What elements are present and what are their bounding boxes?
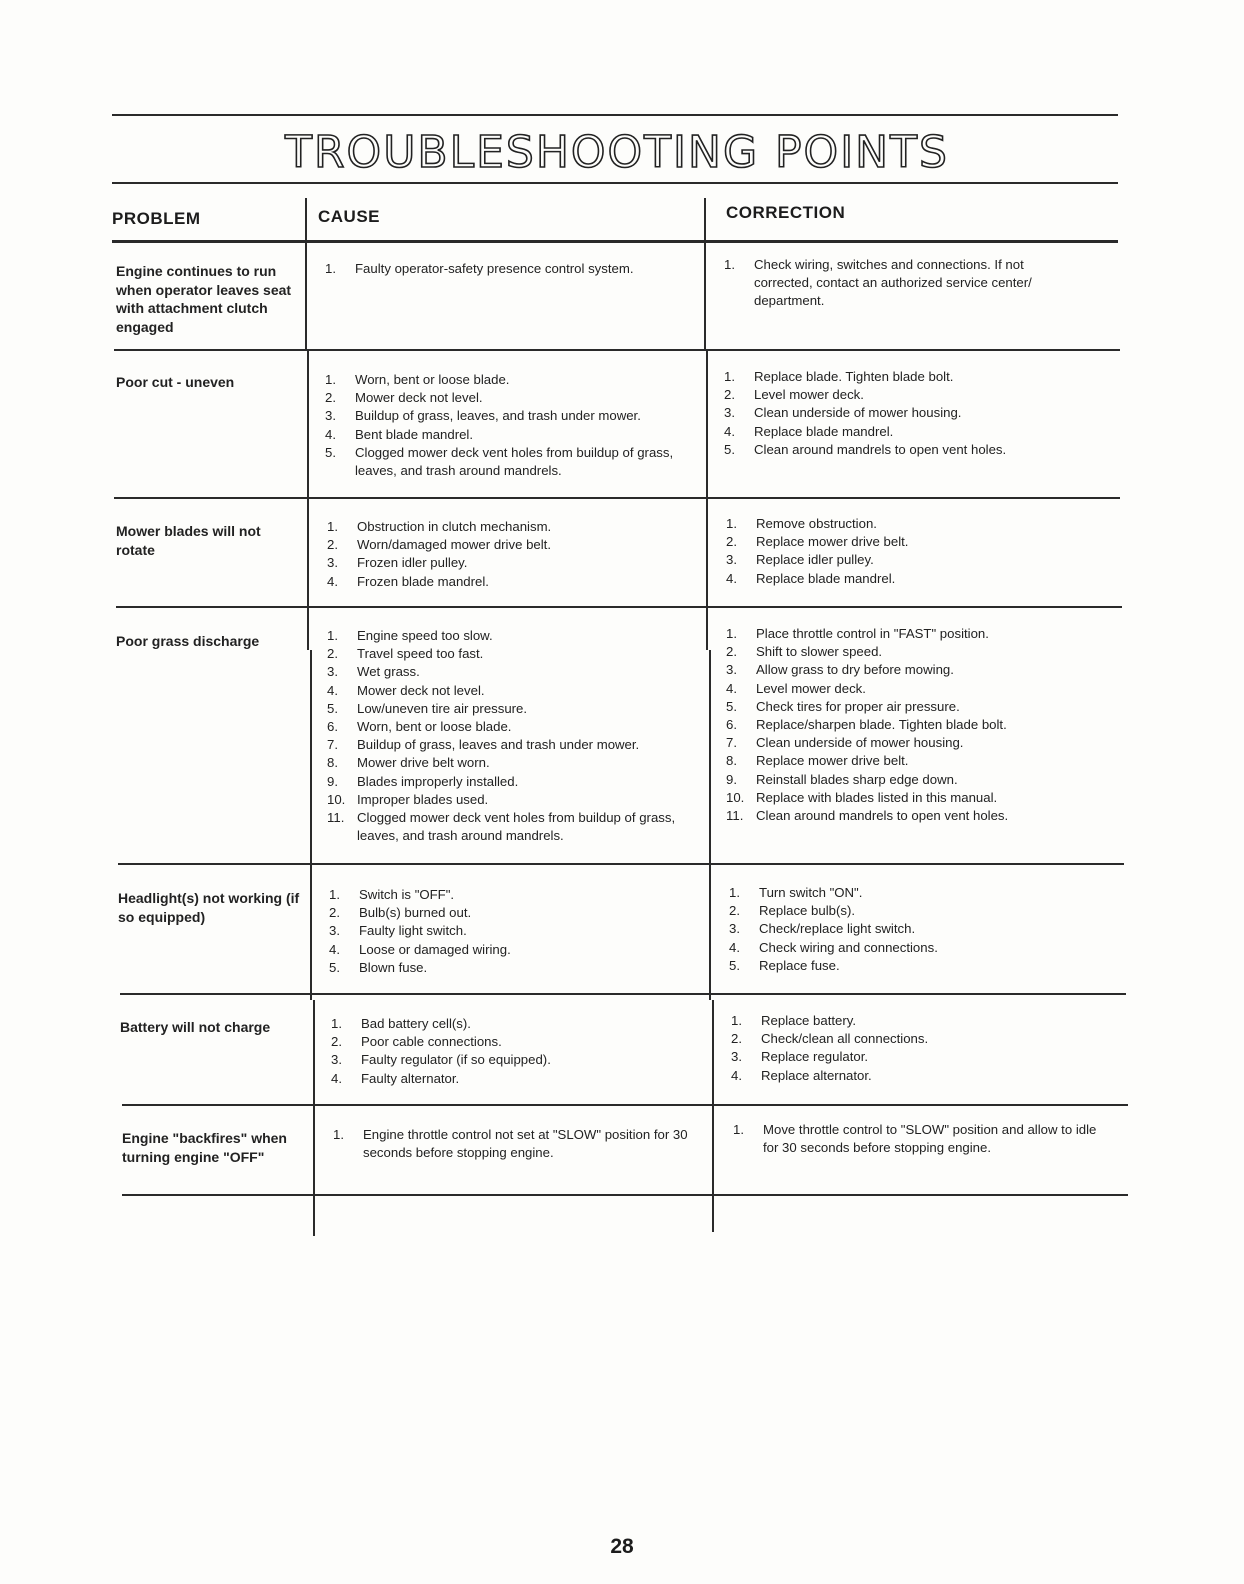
item-number: 6. bbox=[726, 717, 737, 733]
item-number: 2. bbox=[327, 537, 338, 553]
item-number: 1. bbox=[724, 369, 735, 384]
item-text: Switch is "OFF". bbox=[359, 887, 455, 902]
item-number: 1. bbox=[726, 626, 737, 641]
item-text: Faulty light switch. bbox=[359, 923, 467, 939]
item-text: Worn, bent or loose blade. bbox=[357, 719, 512, 735]
list-item bbox=[729, 939, 1099, 957]
correction-list bbox=[726, 515, 1096, 588]
item-text: Replace with blades listed in this manual. bbox=[756, 789, 998, 805]
item-text: Check/replace light switch. bbox=[759, 921, 916, 937]
item-text: Bad battery cell(s). bbox=[361, 1016, 471, 1031]
item-number: 4. bbox=[325, 426, 336, 442]
cause-list bbox=[333, 1126, 703, 1162]
item-number: 9. bbox=[327, 773, 338, 789]
item-number: 5. bbox=[325, 444, 336, 460]
item-text: Check wiring, switches and connections. If not corrected, contact an authorized service center/ department. bbox=[754, 257, 1032, 309]
row-divider bbox=[120, 993, 1126, 995]
item-number: 10. bbox=[327, 791, 346, 807]
item-text: Replace alternator. bbox=[761, 1067, 872, 1083]
list-item bbox=[731, 1067, 1101, 1085]
item-text: Place throttle control in "FAST" position. bbox=[756, 626, 989, 641]
correction-list bbox=[724, 256, 1084, 311]
item-text: Frozen idler pulley. bbox=[357, 555, 468, 571]
list-item bbox=[726, 625, 1106, 643]
list-item bbox=[724, 423, 1094, 441]
cause-header: CAUSE bbox=[318, 207, 381, 226]
correction-header: CORRECTION bbox=[726, 203, 846, 222]
item-number: 7. bbox=[726, 735, 737, 751]
problem-cell: Engine "backfires" when turning engine "OFF" bbox=[122, 1130, 287, 1165]
item-text: Poor cable connections. bbox=[361, 1034, 502, 1050]
correction-list bbox=[726, 625, 1106, 825]
item-number: 3. bbox=[327, 555, 338, 571]
item-number: 1. bbox=[325, 372, 336, 387]
item-number: 4. bbox=[327, 573, 338, 589]
item-number: 2. bbox=[325, 390, 336, 406]
list-item bbox=[325, 371, 695, 389]
item-number: 4. bbox=[726, 680, 737, 696]
item-number: 11. bbox=[726, 808, 744, 824]
list-item bbox=[726, 551, 1096, 569]
list-item bbox=[325, 407, 695, 425]
cause-correction-divider bbox=[712, 1000, 714, 1232]
list-item bbox=[733, 1121, 1113, 1157]
item-number: 5. bbox=[724, 441, 735, 457]
list-item bbox=[333, 1126, 703, 1162]
row-divider bbox=[118, 863, 1124, 865]
item-number: 2. bbox=[329, 905, 340, 921]
item-text: Remove obstruction. bbox=[756, 516, 877, 531]
item-text: Replace/sharpen blade. Tighten blade bolt. bbox=[756, 717, 1007, 733]
row-divider bbox=[114, 349, 1120, 351]
item-number: 3. bbox=[729, 921, 740, 937]
list-item bbox=[331, 1051, 701, 1069]
list-item bbox=[724, 441, 1094, 459]
row-divider bbox=[122, 1104, 1128, 1106]
list-item bbox=[724, 404, 1094, 422]
list-item bbox=[726, 570, 1096, 588]
list-item bbox=[726, 515, 1096, 533]
problem-header: PROBLEM bbox=[112, 209, 201, 228]
item-text: Buildup of grass, leaves, and trash under mower. bbox=[355, 408, 641, 424]
list-item bbox=[325, 444, 695, 480]
item-number: 2. bbox=[331, 1034, 342, 1050]
item-text: Shift to slower speed. bbox=[756, 644, 883, 660]
item-text: Faulty regulator (if so equipped). bbox=[361, 1052, 551, 1068]
item-text: Check tires for proper air pressure. bbox=[756, 698, 960, 714]
list-item bbox=[729, 884, 1099, 902]
list-item bbox=[731, 1012, 1101, 1030]
item-text: Buildup of grass, leaves and trash under mower. bbox=[357, 737, 640, 753]
cause-list bbox=[325, 371, 695, 480]
item-number: 2. bbox=[724, 387, 735, 403]
cause-list bbox=[329, 886, 699, 977]
list-item bbox=[325, 260, 700, 278]
list-item bbox=[327, 700, 702, 718]
item-text: Faulty alternator. bbox=[361, 1070, 460, 1086]
item-number: 3. bbox=[724, 405, 735, 421]
item-text: Clean around mandrels to open vent holes. bbox=[756, 808, 1009, 824]
list-item bbox=[726, 734, 1106, 752]
item-number: 1. bbox=[733, 1122, 744, 1137]
item-text: Faulty operator-safety presence control system. bbox=[355, 261, 634, 276]
item-text: Clean underside of mower housing. bbox=[754, 405, 962, 421]
item-number: 1. bbox=[726, 516, 737, 531]
item-text: Low/uneven tire air pressure. bbox=[357, 700, 528, 716]
list-item bbox=[729, 902, 1099, 920]
correction-list bbox=[731, 1012, 1101, 1085]
correction-list bbox=[729, 884, 1099, 975]
item-text: Blown fuse. bbox=[359, 959, 428, 975]
list-item bbox=[327, 554, 697, 572]
item-text: Improper blades used. bbox=[357, 791, 489, 807]
item-text: Bulb(s) burned out. bbox=[359, 905, 472, 921]
item-number: 3. bbox=[731, 1049, 742, 1065]
item-number: 3. bbox=[726, 552, 737, 568]
item-number: 7. bbox=[327, 737, 338, 753]
cause-correction-divider bbox=[706, 350, 708, 650]
list-item bbox=[329, 959, 699, 977]
list-item bbox=[327, 791, 702, 809]
list-item bbox=[329, 922, 699, 940]
item-number: 6. bbox=[327, 719, 338, 735]
item-text: Frozen blade mandrel. bbox=[357, 573, 489, 589]
list-item bbox=[726, 533, 1096, 551]
list-item bbox=[726, 771, 1106, 789]
item-text: Move throttle control to "SLOW" position and allow to idle for 30 seconds before stopping engine. bbox=[763, 1122, 1097, 1156]
problem-cell: Headlight(s) not working (if so equipped) bbox=[118, 890, 300, 925]
list-item bbox=[331, 1033, 701, 1051]
item-text: Clean around mandrels to open vent holes. bbox=[754, 441, 1007, 457]
item-number: 9. bbox=[726, 771, 737, 787]
item-number: 4. bbox=[731, 1067, 742, 1083]
list-item bbox=[329, 941, 699, 959]
item-text: Engine throttle control not set at "SLOW" position for 30 seconds before stopping engine. bbox=[363, 1127, 688, 1161]
item-number: 1. bbox=[331, 1016, 342, 1031]
item-text: Check wiring and connections. bbox=[759, 939, 938, 955]
item-number: 1. bbox=[329, 887, 340, 902]
list-item bbox=[327, 682, 702, 700]
list-item bbox=[327, 773, 702, 791]
item-text: Level mower deck. bbox=[754, 387, 864, 403]
item-number: 5. bbox=[329, 959, 340, 975]
list-item bbox=[329, 904, 699, 922]
item-number: 1. bbox=[729, 885, 740, 900]
row-divider bbox=[116, 606, 1122, 608]
item-text: Blades improperly installed. bbox=[357, 773, 519, 789]
row-divider bbox=[114, 497, 1120, 499]
list-item bbox=[726, 643, 1106, 661]
item-text: Replace fuse. bbox=[759, 957, 840, 973]
item-text: Wet grass. bbox=[357, 664, 420, 680]
list-item bbox=[327, 645, 702, 663]
cause-list bbox=[325, 260, 700, 278]
item-number: 1. bbox=[327, 628, 338, 643]
item-number: 8. bbox=[327, 755, 338, 771]
item-number: 3. bbox=[329, 923, 340, 939]
correction-list bbox=[724, 368, 1094, 459]
cause-list bbox=[331, 1015, 701, 1088]
item-text: Engine speed too slow. bbox=[357, 628, 493, 643]
item-text: Check/clean all connections. bbox=[761, 1031, 929, 1047]
item-number: 1. bbox=[327, 519, 338, 534]
item-number: 4. bbox=[729, 939, 740, 955]
item-text: Replace blade. Tighten blade bolt. bbox=[754, 369, 954, 384]
item-number: 3. bbox=[327, 664, 338, 680]
page-number: 28 bbox=[610, 1535, 634, 1558]
item-text: Reinstall blades sharp edge down. bbox=[756, 771, 958, 787]
list-item bbox=[327, 754, 702, 772]
item-number: 10. bbox=[726, 789, 745, 805]
item-number: 2. bbox=[726, 644, 737, 660]
item-number: 4. bbox=[724, 423, 735, 439]
item-number: 2. bbox=[729, 903, 740, 919]
item-text: Replace regulator. bbox=[761, 1049, 869, 1065]
item-number: 11. bbox=[327, 810, 345, 826]
cause-list bbox=[327, 518, 697, 591]
item-text: Replace blade mandrel. bbox=[754, 423, 894, 439]
item-text: Level mower deck. bbox=[756, 680, 866, 696]
list-item bbox=[327, 573, 697, 591]
item-text: Obstruction in clutch mechanism. bbox=[357, 519, 552, 534]
item-number: 8. bbox=[726, 753, 737, 769]
item-number: 3. bbox=[325, 408, 336, 424]
table-bottom-rule bbox=[122, 1194, 1128, 1196]
cause-correction-divider bbox=[704, 198, 706, 350]
list-item bbox=[724, 386, 1094, 404]
cause-correction-divider bbox=[709, 650, 711, 1000]
problem-cell: Battery will not charge bbox=[120, 1019, 271, 1035]
item-text: Replace bulb(s). bbox=[759, 903, 856, 919]
item-text: Loose or damaged wiring. bbox=[359, 941, 511, 957]
list-item bbox=[327, 718, 702, 736]
list-item bbox=[329, 886, 699, 904]
list-item bbox=[726, 752, 1106, 770]
list-item bbox=[729, 957, 1099, 975]
problem-cell: Poor cut - uneven bbox=[116, 374, 235, 390]
list-item bbox=[331, 1070, 701, 1088]
item-number: 4. bbox=[331, 1070, 342, 1086]
list-item bbox=[327, 536, 697, 554]
list-item bbox=[331, 1015, 701, 1033]
list-item bbox=[327, 518, 697, 536]
item-number: 1. bbox=[724, 257, 735, 272]
problem-cell: Engine continues to run when operator leaves seat with attachment clutch engaged bbox=[116, 263, 292, 335]
item-number: 4. bbox=[726, 570, 737, 586]
list-item bbox=[731, 1048, 1101, 1066]
list-item bbox=[325, 389, 695, 407]
item-text: Mower deck not level. bbox=[355, 390, 483, 406]
item-text: Worn, bent or loose blade. bbox=[355, 372, 510, 387]
list-item bbox=[726, 807, 1106, 825]
header-underline bbox=[112, 240, 1118, 243]
item-number: 2. bbox=[731, 1031, 742, 1047]
item-text: Replace idler pulley. bbox=[756, 552, 874, 568]
item-text: Clogged mower deck vent holes from buildup of grass, leaves, and trash around mandrels. bbox=[357, 810, 676, 844]
item-number: 3. bbox=[331, 1052, 342, 1068]
top-rule bbox=[112, 114, 1118, 116]
page-title: TROUBLESHOOTING POINTS bbox=[285, 127, 949, 178]
item-text: Travel speed too fast. bbox=[357, 646, 484, 662]
list-item bbox=[729, 920, 1099, 938]
item-text: Replace blade mandrel. bbox=[756, 570, 896, 586]
list-item bbox=[724, 368, 1094, 386]
item-number: 1. bbox=[333, 1127, 344, 1142]
item-number: 5. bbox=[327, 700, 338, 716]
item-number: 2. bbox=[327, 646, 338, 662]
list-item bbox=[327, 663, 702, 681]
list-item bbox=[726, 789, 1106, 807]
correction-list bbox=[733, 1121, 1113, 1157]
item-number: 2. bbox=[726, 534, 737, 550]
item-text: Mower deck not level. bbox=[357, 682, 485, 698]
item-text: Replace battery. bbox=[761, 1013, 857, 1028]
list-item bbox=[327, 627, 702, 645]
problem-cell: Poor grass discharge bbox=[116, 633, 260, 649]
item-text: Bent blade mandrel. bbox=[355, 426, 474, 442]
list-item bbox=[327, 736, 702, 754]
problem-cause-divider bbox=[307, 350, 309, 650]
list-item bbox=[327, 809, 702, 845]
problem-cause-divider bbox=[313, 1000, 315, 1236]
cause-list bbox=[327, 627, 702, 845]
item-text: Clean underside of mower housing. bbox=[756, 735, 964, 751]
item-text: Allow grass to dry before mowing. bbox=[756, 662, 954, 678]
list-item bbox=[724, 256, 1084, 311]
title-underline bbox=[112, 182, 1118, 184]
item-number: 5. bbox=[726, 698, 737, 714]
item-text: Worn/damaged mower drive belt. bbox=[357, 537, 551, 553]
item-number: 5. bbox=[729, 957, 740, 973]
problem-cell: Mower blades will not rotate bbox=[116, 523, 261, 558]
item-number: 4. bbox=[329, 941, 340, 957]
list-item bbox=[726, 716, 1106, 734]
list-item bbox=[726, 661, 1106, 679]
item-text: Turn switch "ON". bbox=[759, 885, 863, 900]
list-item bbox=[731, 1030, 1101, 1048]
list-item bbox=[726, 680, 1106, 698]
item-number: 3. bbox=[726, 662, 737, 678]
item-text: Replace mower drive belt. bbox=[756, 753, 909, 769]
list-item bbox=[726, 698, 1106, 716]
item-number: 1. bbox=[731, 1013, 742, 1028]
problem-cause-divider bbox=[310, 650, 312, 1000]
item-text: Mower drive belt worn. bbox=[357, 755, 490, 771]
item-text: Replace mower drive belt. bbox=[756, 534, 909, 550]
item-text: Clogged mower deck vent holes from buildup of grass, leaves, and trash around mandrels. bbox=[355, 444, 674, 479]
list-item bbox=[325, 426, 695, 444]
item-number: 4. bbox=[327, 682, 338, 698]
item-number: 1. bbox=[325, 261, 336, 276]
